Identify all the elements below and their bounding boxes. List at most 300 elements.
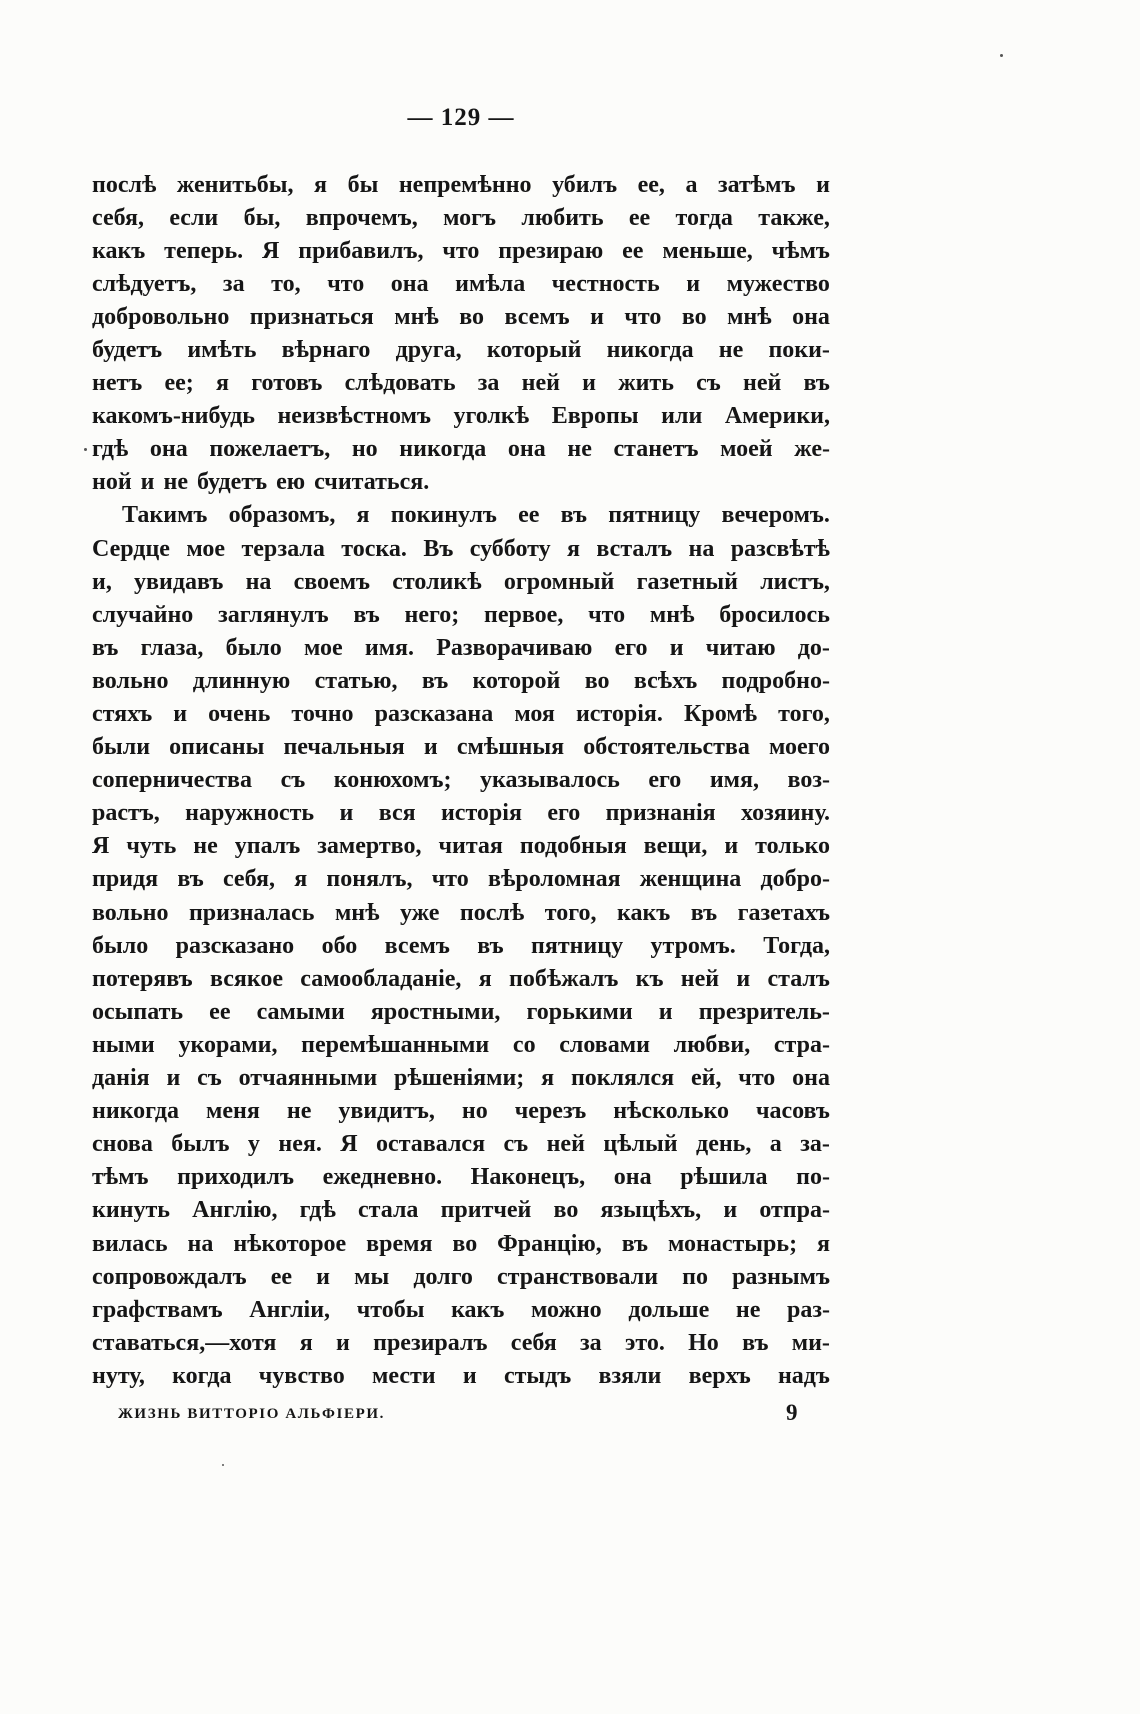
- word: во: [584, 667, 610, 694]
- word: сталъ: [767, 965, 830, 992]
- word: не: [193, 833, 218, 860]
- scan-speck: [1000, 54, 1003, 57]
- word: Я: [92, 833, 110, 860]
- word: горькими: [526, 998, 633, 1025]
- text-line: [92, 665, 830, 698]
- word: а: [685, 171, 698, 198]
- word: но: [351, 436, 378, 463]
- word: слѣдовать: [344, 370, 456, 397]
- word: я: [314, 171, 328, 198]
- word: его: [547, 800, 581, 827]
- word: на: [688, 535, 715, 562]
- text-line: [92, 830, 830, 863]
- word: я: [817, 1230, 830, 1257]
- word: бы: [347, 171, 379, 198]
- word: я: [294, 866, 308, 893]
- text-line: [92, 632, 830, 665]
- word: вилась: [92, 1230, 168, 1257]
- text-line: [92, 566, 830, 599]
- word: гдѣ: [92, 436, 129, 463]
- word: часовъ: [755, 1098, 830, 1125]
- word: и: [658, 998, 673, 1025]
- word: листъ,: [760, 568, 830, 595]
- word: когда: [172, 1362, 232, 1389]
- word: меня: [206, 1098, 260, 1125]
- word: Америки,: [724, 403, 830, 430]
- word: и: [590, 303, 604, 330]
- word: непремѣнно: [398, 171, 532, 198]
- word: въ: [621, 1230, 649, 1257]
- text-line: [92, 698, 830, 731]
- word: перемѣшанными: [301, 1031, 490, 1058]
- word: это.: [624, 1329, 665, 1356]
- word: отпра-: [759, 1197, 830, 1224]
- word: было: [92, 932, 149, 959]
- word: странствовали: [497, 1263, 659, 1290]
- word: станетъ: [613, 436, 699, 463]
- word: Тогда,: [763, 932, 830, 959]
- word: смѣшныя: [456, 734, 565, 761]
- text-line: [92, 433, 830, 466]
- word: всталъ: [596, 535, 673, 562]
- word: и: [423, 734, 438, 761]
- word: нуту,: [92, 1362, 145, 1389]
- word: и: [462, 1362, 477, 1389]
- word: что: [431, 866, 469, 893]
- word: соперничества: [92, 767, 253, 794]
- word: исторія: [440, 800, 522, 827]
- word: во: [452, 1230, 478, 1257]
- word: стыдъ: [503, 1362, 572, 1389]
- word: въ: [353, 601, 380, 628]
- word: ей,: [690, 1065, 722, 1092]
- word: всѣхъ: [633, 667, 698, 694]
- word: печальныя: [283, 734, 405, 761]
- word: укорами,: [178, 1031, 278, 1058]
- word: снова: [92, 1131, 153, 1158]
- word: съ: [503, 1131, 529, 1158]
- word: прибавилъ,: [298, 237, 424, 264]
- word: по: [682, 1263, 708, 1290]
- word: жить: [618, 370, 674, 397]
- word: терзала: [241, 535, 325, 562]
- text-line: [92, 202, 830, 235]
- text-line: [92, 764, 830, 797]
- text-line: [92, 1062, 830, 1095]
- word: былъ: [171, 1131, 230, 1158]
- word: разсказано: [175, 932, 295, 959]
- word: чѣмъ: [771, 237, 830, 264]
- word: всемъ: [384, 932, 450, 959]
- word: увидавъ: [134, 568, 224, 595]
- word: послѣ: [459, 899, 525, 926]
- word: подробно-: [721, 667, 830, 694]
- word: же-: [794, 436, 830, 463]
- word: которой: [472, 667, 561, 694]
- word: Я: [262, 237, 280, 264]
- word: убилъ: [552, 171, 618, 198]
- text-line: [92, 963, 830, 996]
- word: признанія: [605, 800, 716, 827]
- word: будетъ: [92, 336, 163, 363]
- word: готовъ: [251, 370, 323, 397]
- word: верхъ: [688, 1362, 751, 1389]
- word: рѣшила: [680, 1164, 768, 1191]
- word: Францію,: [497, 1230, 602, 1257]
- word: было: [225, 634, 282, 661]
- word: и: [686, 270, 701, 297]
- word: уже: [400, 899, 440, 926]
- body-text: [92, 169, 830, 1393]
- word: стра-: [773, 1031, 830, 1058]
- word: призналась: [188, 899, 315, 926]
- word: женщина: [639, 866, 742, 893]
- word: за: [477, 370, 500, 397]
- word: длинную: [192, 667, 291, 694]
- word: любить: [521, 204, 604, 231]
- word: чтобы: [356, 1296, 425, 1323]
- word: она: [613, 1164, 652, 1191]
- word: придя: [92, 866, 159, 893]
- word: надъ: [777, 1362, 830, 1389]
- word: нетъ: [92, 370, 143, 397]
- word: презиралъ: [373, 1329, 488, 1356]
- word: монастырь;: [667, 1230, 798, 1257]
- word: оставался: [376, 1131, 486, 1158]
- word: я: [356, 502, 370, 529]
- word: отчаянными: [238, 1065, 378, 1092]
- word: она: [792, 303, 830, 330]
- word: графствамъ: [92, 1296, 223, 1323]
- word: его: [648, 767, 682, 794]
- word: долго: [413, 1263, 473, 1290]
- word: ее;: [164, 370, 194, 397]
- word: воз-: [787, 767, 830, 794]
- word: во: [553, 1197, 579, 1224]
- word: затѣмъ: [717, 171, 796, 198]
- word: за: [580, 1329, 602, 1356]
- word: и: [669, 634, 684, 661]
- text-line: [92, 863, 830, 896]
- word: замертво,: [317, 833, 422, 860]
- signature-mark: 9: [786, 1400, 798, 1425]
- word: Кромѣ: [683, 701, 758, 727]
- word: въ: [690, 899, 718, 926]
- word: я: [478, 965, 492, 992]
- word: презираю: [498, 237, 604, 264]
- word: образомъ,: [228, 502, 336, 529]
- word: упалъ: [234, 833, 301, 860]
- word: газетный: [636, 568, 738, 595]
- word: притчей: [440, 1197, 532, 1224]
- word: Въ: [423, 535, 454, 562]
- word: читая: [438, 833, 503, 860]
- word: ней: [546, 1131, 585, 1158]
- text-line: [92, 897, 830, 930]
- word: въ: [421, 667, 449, 694]
- word: никогда: [92, 1098, 180, 1125]
- word: взяли: [598, 1362, 662, 1389]
- word: сопровождалъ: [92, 1263, 247, 1290]
- word: добро-: [760, 866, 830, 893]
- word: и: [173, 701, 188, 727]
- word: тѣмъ: [92, 1164, 149, 1191]
- word: она: [149, 436, 188, 463]
- text-line: [92, 1029, 830, 1062]
- word: ными: [92, 1031, 155, 1058]
- word: на: [245, 568, 272, 595]
- word: вѣрнаго: [281, 336, 371, 363]
- word: или: [661, 403, 703, 430]
- word: столикѣ: [392, 568, 482, 595]
- word: въ: [560, 502, 587, 529]
- word: уголкѣ: [453, 403, 530, 430]
- word: я: [541, 1065, 555, 1092]
- word: описаны: [169, 734, 265, 761]
- word: статью,: [314, 667, 398, 694]
- word: имѣла: [455, 270, 526, 297]
- word: не: [286, 1098, 312, 1125]
- text-line: [92, 367, 830, 400]
- word: который: [486, 336, 582, 363]
- word: теперь.: [164, 237, 244, 264]
- word: до-: [797, 634, 830, 661]
- word: обо: [321, 932, 358, 959]
- word: въ: [742, 1329, 769, 1356]
- text-line: [92, 169, 830, 202]
- word: и: [816, 171, 830, 198]
- word: во: [459, 303, 485, 330]
- word: а: [769, 1131, 782, 1158]
- word: вечеромъ.: [721, 502, 830, 529]
- word: наружность: [185, 800, 315, 827]
- word: осыпать: [92, 998, 184, 1025]
- word: за-: [800, 1131, 830, 1158]
- word: за: [222, 270, 245, 297]
- word: и: [316, 1263, 330, 1290]
- word: женитьбы,: [176, 171, 294, 198]
- word: чуть: [126, 833, 177, 860]
- word: языцѣхъ,: [600, 1197, 702, 1224]
- text-line: [92, 797, 830, 830]
- text-line: [92, 533, 830, 566]
- text-line: [92, 301, 830, 334]
- word: ней: [521, 370, 560, 397]
- word: самообладаніе,: [300, 965, 462, 992]
- word: я: [567, 535, 580, 562]
- word: огромный: [503, 568, 615, 595]
- word: имя,: [709, 767, 759, 794]
- scan-speck: [84, 448, 87, 451]
- word: ставаться,—хотя: [92, 1329, 277, 1356]
- word: очень: [208, 701, 271, 727]
- word: себя,: [222, 866, 275, 893]
- word: разнымъ: [732, 1263, 830, 1290]
- word: честность: [551, 270, 660, 297]
- word: чувство: [258, 1362, 345, 1389]
- word: никогда: [399, 436, 487, 463]
- text-line: [92, 1261, 830, 1294]
- word: меньше,: [662, 237, 753, 264]
- word: какъ: [617, 899, 671, 926]
- word: моего: [769, 734, 830, 761]
- word: въ: [803, 370, 830, 397]
- word: пожелаетъ,: [209, 436, 331, 463]
- word: любви,: [673, 1031, 751, 1058]
- word: въ: [92, 634, 119, 661]
- paragraph-1: [92, 169, 830, 500]
- word: я: [299, 1329, 313, 1356]
- word: глаза,: [140, 634, 204, 661]
- word: тоска.: [341, 535, 407, 562]
- word: утромъ.: [650, 932, 736, 959]
- word: его: [614, 634, 648, 661]
- word: не: [567, 436, 592, 463]
- word: потерявъ: [92, 965, 193, 992]
- word: только: [755, 833, 830, 860]
- word: я: [216, 370, 229, 397]
- word: нѣкоторое: [233, 1230, 347, 1257]
- word: презритель-: [698, 998, 830, 1025]
- text-line: [92, 930, 830, 963]
- word: себя: [510, 1329, 557, 1356]
- word: впрочемъ,: [305, 204, 418, 231]
- word: подобныя: [519, 833, 627, 860]
- word: во: [681, 303, 707, 330]
- word: дольше: [628, 1296, 710, 1323]
- word: были: [92, 734, 151, 761]
- word: побѣжалъ: [509, 965, 619, 992]
- word: мнѣ: [727, 303, 772, 330]
- word: нѣсколько: [613, 1098, 729, 1125]
- word: она: [390, 270, 429, 297]
- word: мы: [354, 1263, 390, 1290]
- word: что: [624, 303, 662, 330]
- word: Разворачиваю: [436, 634, 593, 661]
- word: нея.: [278, 1131, 322, 1158]
- word: словами: [559, 1031, 650, 1058]
- word: какъ: [451, 1296, 505, 1323]
- word: и: [736, 965, 751, 992]
- word: рѣшеніями;: [393, 1065, 525, 1092]
- word: указывалось: [479, 767, 620, 794]
- word: добровольно: [92, 303, 230, 330]
- text-line: [92, 400, 830, 433]
- word: что: [327, 270, 365, 297]
- word: она: [507, 436, 546, 463]
- word: стала: [358, 1197, 419, 1224]
- word: имя.: [364, 634, 415, 661]
- word: исторія.: [575, 701, 663, 727]
- text-line: [92, 334, 830, 367]
- text-line-indented: [92, 499, 830, 532]
- word: ее: [518, 502, 540, 529]
- word: яростными,: [370, 998, 501, 1025]
- word: Такимъ: [122, 502, 208, 529]
- word: разсвѣтѣ: [730, 535, 830, 562]
- word: ней: [743, 370, 782, 397]
- word: моя: [514, 701, 555, 727]
- word: и: [339, 800, 354, 827]
- word: время: [366, 1230, 433, 1257]
- word: поклялся: [570, 1065, 675, 1092]
- word: мое: [303, 634, 343, 661]
- word: случайно: [92, 601, 194, 628]
- word: хозяину.: [741, 800, 830, 827]
- word: не: [718, 336, 744, 363]
- word: къ: [635, 965, 664, 992]
- word: мужество: [726, 270, 830, 297]
- word: неизвѣстномъ: [277, 403, 431, 430]
- word: мое: [186, 535, 226, 562]
- word: не: [735, 1296, 761, 1323]
- word: всякое: [209, 965, 283, 992]
- word: первое,: [484, 601, 564, 628]
- word: съ: [197, 1065, 222, 1092]
- word: обстоятельства: [583, 734, 750, 761]
- word: что: [738, 1065, 776, 1092]
- word: признаться: [249, 303, 374, 330]
- word: въ: [177, 866, 204, 893]
- text-line: [92, 1360, 830, 1393]
- word: можно: [531, 1296, 602, 1323]
- word: данія: [92, 1065, 150, 1092]
- word: Сердце: [92, 535, 170, 562]
- word: тогда: [675, 204, 733, 231]
- word: съ: [280, 767, 306, 794]
- word: какомъ-нибудь: [92, 403, 255, 430]
- word: на: [187, 1230, 214, 1257]
- word: ее: [628, 204, 651, 231]
- word: бросилось: [719, 601, 830, 628]
- word: ее: [209, 998, 231, 1025]
- word: могъ: [443, 204, 497, 231]
- word: но: [461, 1098, 488, 1125]
- text-line: [92, 731, 830, 764]
- word: мнѣ: [334, 899, 380, 926]
- text-line: [92, 996, 830, 1029]
- word: ней: [680, 965, 720, 992]
- word: черезъ: [514, 1098, 587, 1125]
- word: что: [588, 601, 626, 628]
- word: вольно: [92, 667, 169, 694]
- text-line: [92, 1327, 830, 1360]
- page-number: — 129 —: [407, 104, 515, 131]
- word: ее: [270, 1263, 293, 1290]
- word: заглянулъ: [218, 601, 329, 628]
- word: него;: [404, 601, 460, 628]
- word: Я: [340, 1131, 358, 1158]
- text-line: [92, 268, 830, 301]
- word: вѣроломная: [488, 866, 621, 893]
- word: своемъ: [293, 568, 371, 595]
- word: и: [582, 370, 596, 397]
- word: имѣть: [187, 336, 257, 363]
- word: Но: [688, 1329, 719, 1356]
- text-line-paragraph-end: ной и не будетъ ею считаться.: [92, 469, 430, 496]
- word: конюхомъ;: [333, 767, 452, 794]
- paragraph-2: [92, 499, 830, 1393]
- word: Наконецъ,: [470, 1164, 586, 1191]
- word: день,: [696, 1131, 752, 1158]
- word: послѣ: [92, 171, 157, 198]
- word: и: [166, 1065, 181, 1092]
- word: разсказана: [374, 701, 494, 727]
- word: вещи,: [643, 833, 708, 860]
- word: того,: [778, 701, 830, 727]
- word: мнѣ: [649, 601, 695, 628]
- text-line: [92, 1228, 830, 1261]
